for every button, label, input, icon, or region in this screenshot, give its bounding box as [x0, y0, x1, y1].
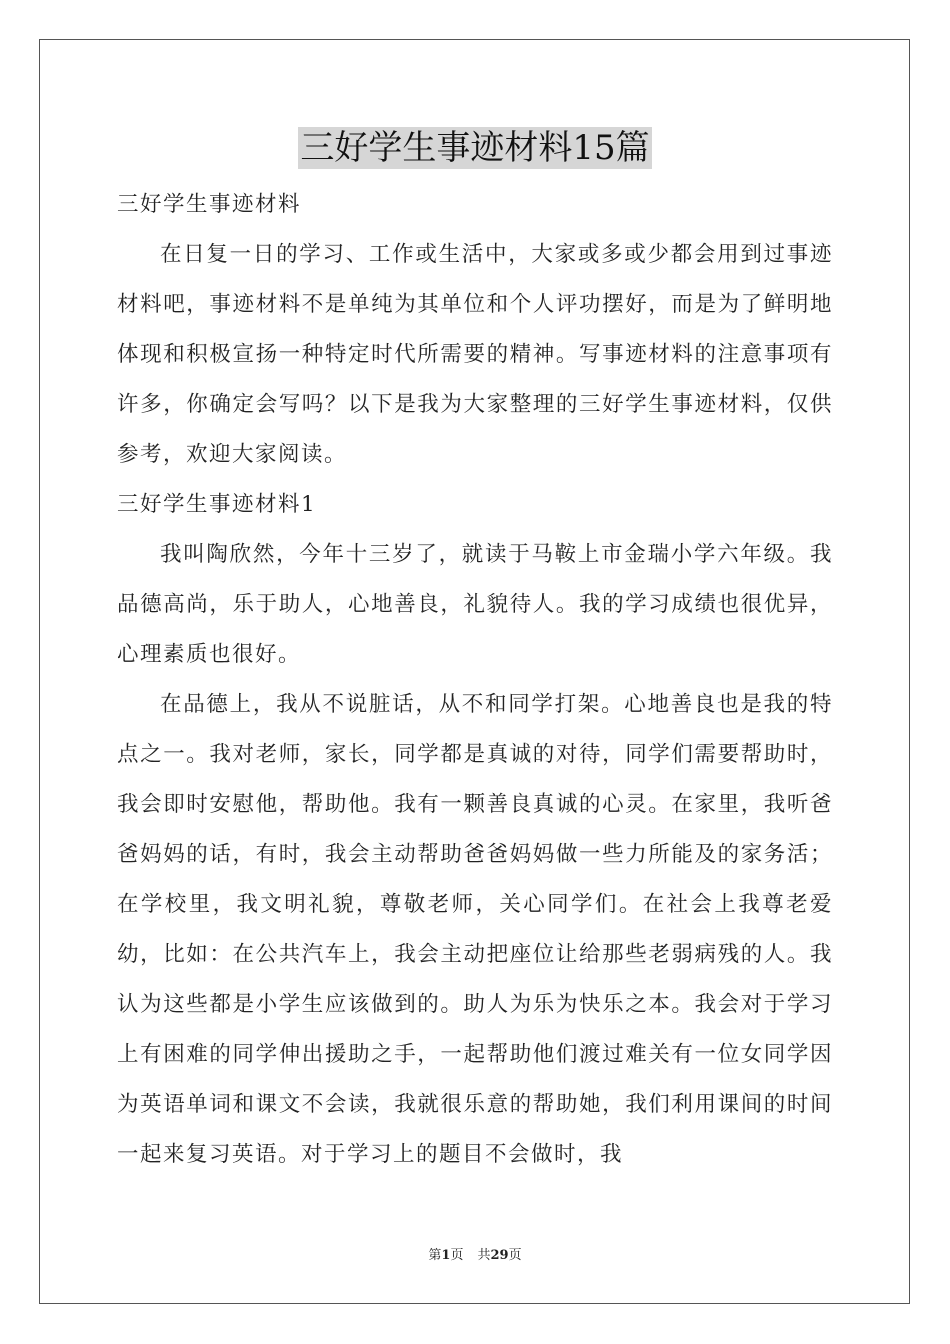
document-body: [117, 180, 833, 1180]
total-prefix: 共: [477, 1248, 491, 1263]
section-heading: 三好学生事迹材料1: [117, 492, 317, 517]
section-heading: 三好学生事迹材料: [117, 192, 302, 217]
page-suffix: 页: [450, 1248, 464, 1263]
document-title: 三好学生事迹材料15篇: [300, 128, 650, 168]
title-container: [0, 127, 950, 169]
total-pages: 29: [490, 1248, 509, 1263]
page-number: 1: [441, 1248, 451, 1263]
body-paragraph: 在品德上，我从不说脏话，从不和同学打架。心地善良也是我的特点之一。我对老师，家长，同学都是真诚的对待，同学们需要帮助时，我会即时安慰他，帮助他。我有一颗善良真诚的心灵。在家里，我听爸爸妈妈的话，有时，我会主动帮助爸爸妈妈做一些力所能及的家务活；在学校里，我文明礼貌，尊敬老师，关心同学们。在社会上我尊老爱幼，比如：在公共汽车上，我会主动把座位让给那些老弱病残的人。我认为这些都是小学生应该做到的。助人为乐为快乐之本。我会对于学习上有困难的同学伸出援助之手，一起帮助他们渡过难关有一位女同学因为英语单词和课文不会读，我就很乐意的帮助她，我们利用课间的时间一起来复习英语。对于学习上的题目不会做时，我: [117, 692, 833, 1167]
body-paragraph: 我叫陶欣然，今年十三岁了，就读于马鞍上市金瑞小学六年级。我品德高尚，乐于助人，心地善良，礼貌待人。我的学习成绩也很优异，心理素质也很好。: [117, 542, 833, 667]
total-suffix: 页: [508, 1248, 522, 1263]
page-footer: [0, 1247, 950, 1265]
page-prefix: 第: [428, 1248, 442, 1263]
body-paragraph: 在日复一日的学习、工作或生活中，大家或多或少都会用到过事迹材料吧，事迹材料不是单纯为其单位和个人评功摆好，而是为了鲜明地体现和积极宣扬一种特定时代所需要的精神。写事迹材料的注意事项有许多，你确定会写吗？以下是我为大家整理的三好学生事迹材料，仅供参考，欢迎大家阅读。: [117, 242, 833, 467]
